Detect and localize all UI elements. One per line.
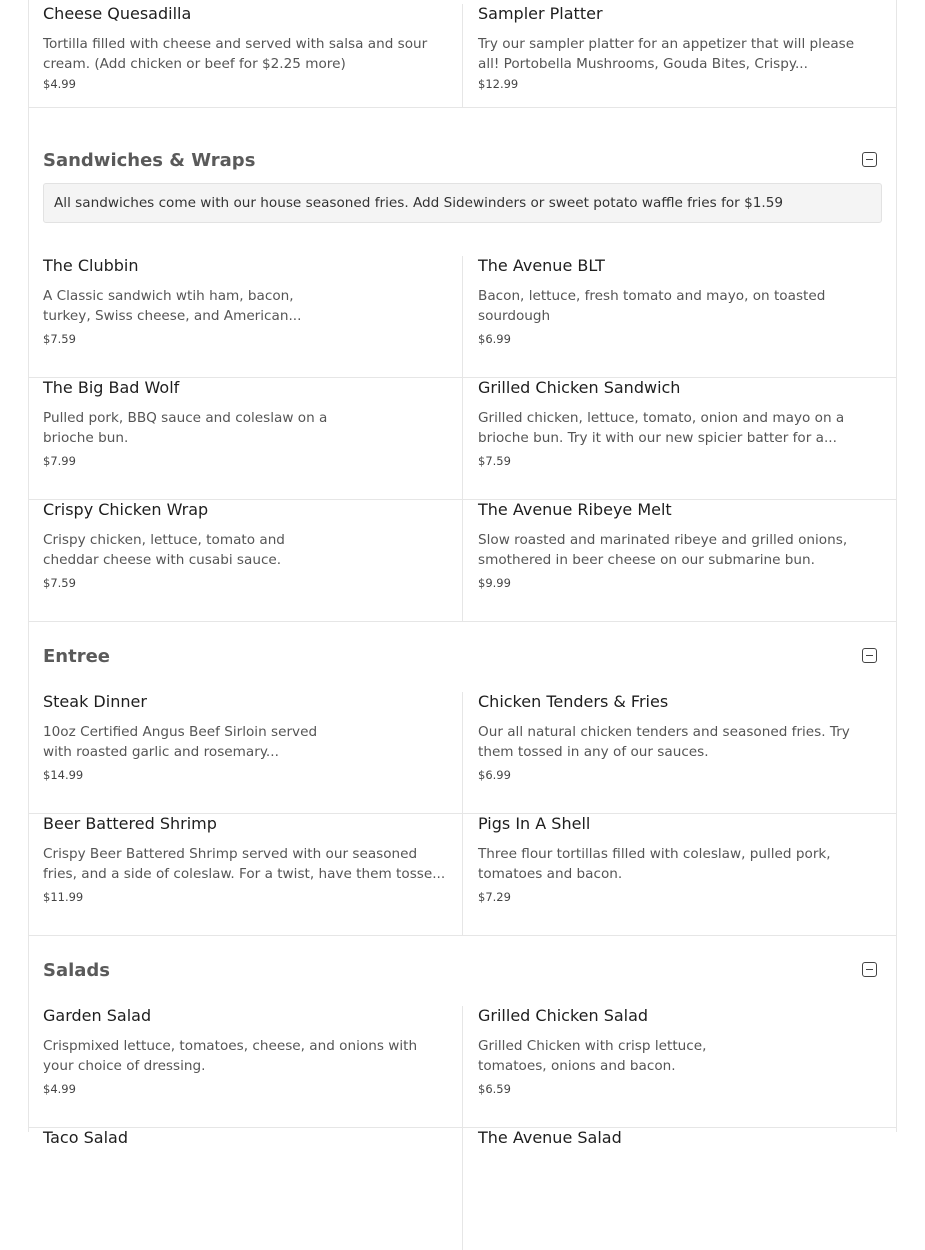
item-name: Beer Battered Shrimp (43, 814, 217, 833)
item-description: Crispy Beer Battered Shrimp served with our seasoned fries, and a side of coleslaw. For a twist, have them tosse... (43, 846, 446, 882)
menu-item-taco-salad[interactable] (28, 1128, 462, 1250)
item-price: $12.99 (478, 77, 519, 91)
item-description: Pulled pork, BBQ sauce and coleslaw on a brioche bun. (43, 410, 328, 446)
item-description: Three flour tortillas filled with coleslaw, pulled pork, tomatoes and bacon. (478, 846, 831, 882)
item-name: Pigs In A Shell (478, 814, 591, 833)
item-description: Grilled chicken, lettuce, tomato, onion and mayo on a brioche bun. Try it with our new spicier batter for a... (478, 410, 845, 446)
item-description: A Classic sandwich wtih ham, bacon, turkey, Swiss cheese, and American... (43, 288, 302, 324)
salads-grid (28, 1006, 897, 1250)
item-price: $14.99 (43, 768, 84, 782)
item-price: $9.99 (478, 576, 511, 590)
item-description: Crispmixed lettuce, tomatoes, cheese, and onions with your choice of dressing. (43, 1038, 418, 1074)
sandwiches-grid (28, 256, 897, 622)
item-price: $7.59 (43, 576, 76, 590)
item-name: The Avenue Salad (478, 1128, 622, 1147)
menu-item-steak-dinner[interactable] (28, 692, 462, 814)
item-description: Grilled Chicken with crisp lettuce, tomatoes, onions and bacon. (478, 1038, 707, 1074)
item-name: Steak Dinner (43, 692, 147, 711)
menu-item-beer-battered-shrimp[interactable] (28, 814, 462, 936)
item-price: $6.99 (478, 768, 511, 782)
item-name: Crispy Chicken Wrap (43, 500, 209, 519)
collapse-icon[interactable] (862, 152, 877, 167)
item-name: The Clubbin (43, 256, 139, 275)
item-price: $4.99 (43, 77, 76, 91)
item-description: 10oz Certified Angus Beef Sirloin served with roasted garlic and rosemary... (43, 724, 318, 760)
collapse-icon[interactable] (862, 962, 877, 977)
item-price: $7.29 (478, 890, 511, 904)
item-price: $7.59 (43, 332, 76, 346)
item-name: Garden Salad (43, 1006, 152, 1025)
appetizers-grid (28, 4, 897, 108)
item-name: Cheese Quesadilla (43, 4, 192, 23)
item-price: $6.99 (478, 332, 511, 346)
item-price: $7.59 (478, 454, 511, 468)
item-description: Our all natural chicken tenders and seasoned fries. Try them tossed in any of our sauces. (478, 724, 850, 760)
item-name: Sampler Platter (478, 4, 603, 23)
item-description: Try our sampler platter for an appetizer that will please all! Portobella Mushrooms, Gouda Bites, Crispy... (478, 36, 855, 72)
item-name: Chicken Tenders & Fries (478, 692, 669, 711)
menu-item-chicken-tenders[interactable] (462, 692, 897, 814)
item-price: $4.99 (43, 1082, 76, 1096)
menu-item-pigs-in-a-shell[interactable] (462, 814, 897, 936)
item-description: Tortilla filled with cheese and served with salsa and sour cream. (Add chicken or beef for $2.25 more) (43, 36, 428, 72)
menu-item-avenue-blt[interactable] (462, 256, 897, 378)
menu-item-sampler-platter[interactable] (462, 4, 897, 108)
menu-item-garden-salad[interactable] (28, 1006, 462, 1128)
section-title-entree: Entree (43, 646, 111, 667)
item-description: Bacon, lettuce, fresh tomato and mayo, on toasted sourdough (478, 288, 826, 324)
item-name: Taco Salad (43, 1128, 128, 1147)
collapse-icon[interactable] (862, 648, 877, 663)
menu-item-the-clubbin[interactable] (28, 256, 462, 378)
menu-item-grilled-chicken-sandwich[interactable] (462, 378, 897, 500)
menu-item-avenue-salad[interactable] (462, 1128, 897, 1250)
section-note: All sandwiches come with our house seasoned fries. Add Sidewinders or sweet potato waffle fries for $1.59 (43, 183, 882, 223)
menu-item-big-bad-wolf[interactable] (28, 378, 462, 500)
item-description: Slow roasted and marinated ribeye and grilled onions, smothered in beer cheese on our submarine bun. (478, 532, 848, 568)
menu-item-cheese-quesadilla[interactable] (28, 4, 462, 108)
menu-item-crispy-chicken-wrap[interactable] (28, 500, 462, 622)
item-price: $7.99 (43, 454, 76, 468)
item-name: Grilled Chicken Salad (478, 1006, 649, 1025)
section-title-salads: Salads (43, 960, 111, 981)
item-price: $6.59 (478, 1082, 511, 1096)
item-description: Crispy chicken, lettuce, tomato and cheddar cheese with cusabi sauce. (43, 532, 285, 568)
menu-item-avenue-ribeye-melt[interactable] (462, 500, 897, 622)
item-name: The Avenue BLT (478, 256, 605, 275)
item-name: The Avenue Ribeye Melt (478, 500, 672, 519)
section-title-sandwiches: Sandwiches & Wraps (43, 150, 256, 171)
item-name: The Big Bad Wolf (43, 378, 180, 397)
menu-item-grilled-chicken-salad[interactable] (462, 1006, 897, 1128)
entree-grid (28, 692, 897, 936)
item-name: Grilled Chicken Sandwich (478, 378, 681, 397)
item-price: $11.99 (43, 890, 84, 904)
